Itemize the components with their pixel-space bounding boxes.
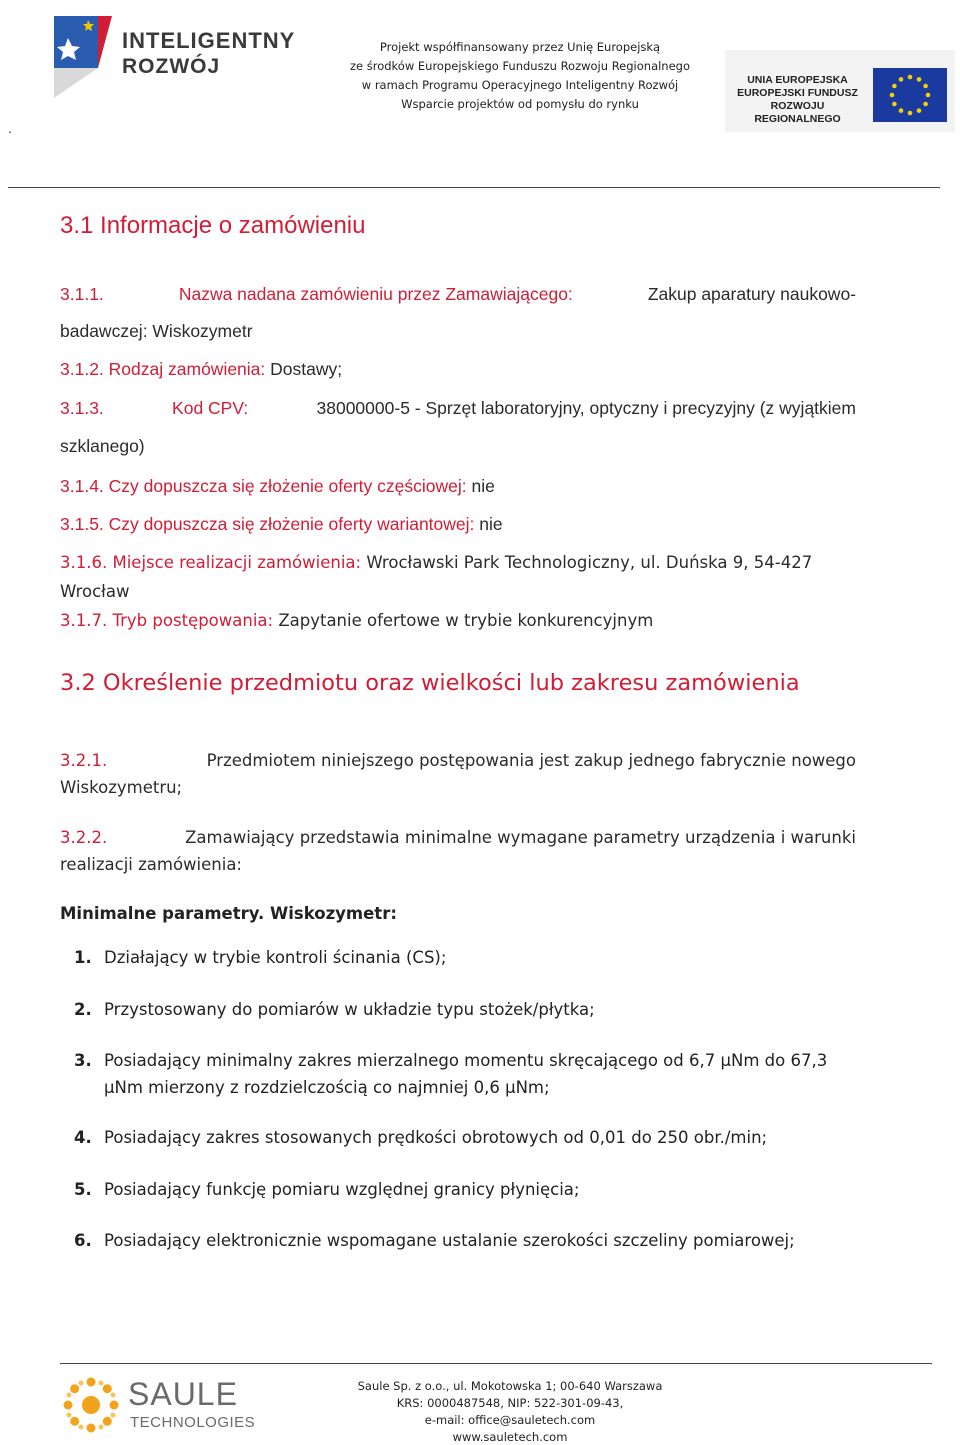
param-number: 4. xyxy=(74,1128,92,1147)
item-value: Wrocławski Park Technologiczny, ul. Duńska 9, 54-427 xyxy=(366,553,813,572)
company-website: www.sauletech.com xyxy=(452,1430,568,1444)
param-number: 1. xyxy=(74,948,92,967)
project-line: Projekt współfinansowany przez Unię Europejską xyxy=(379,40,661,54)
item-3-1-1 xyxy=(60,283,856,305)
item-3-1-6 xyxy=(60,552,856,574)
param-number: 6. xyxy=(74,1231,92,1250)
item-3-1-3 xyxy=(60,397,856,419)
item-text: Przedmiotem niniejszego postępowania jest zakup jednego fabrycznie nowego xyxy=(206,751,856,770)
params-heading: Minimalne parametry. Wiskozymetr: xyxy=(60,904,397,923)
item-3-1-7 xyxy=(60,610,856,632)
param-text: Działający w trybie kontroli ścinania (CS); xyxy=(104,948,447,967)
item-value: nie xyxy=(471,476,495,496)
footer-divider xyxy=(60,1363,932,1364)
item-3-1-2 xyxy=(60,358,856,380)
item-text: Zamawiający przedstawia minimalne wymagane parametry urządzenia i warunki xyxy=(185,828,856,847)
item-3-1-5 xyxy=(60,513,856,535)
param-text: Przystosowany do pomiarów w układzie typu stożek/płytka; xyxy=(104,1000,595,1019)
inteligentny-rozwoj-wordmark xyxy=(122,28,295,80)
item-number: 3.2.2. xyxy=(60,828,108,847)
company-line: Saule Sp. z o.o., ul. Mokotowska 1; 00-640 Warszawa xyxy=(357,1379,663,1393)
project-line: Wsparcie projektów od pomysłu do rynku xyxy=(401,97,639,111)
item-3-2-2 xyxy=(60,827,856,849)
item-label: Czy dopuszcza się złożenie oferty częściowej: xyxy=(108,476,467,496)
item-3-1-4 xyxy=(60,475,856,497)
eu-logo-text xyxy=(735,74,860,126)
eu-line: ROZWOJU REGIONALNEGO xyxy=(754,100,841,125)
item-value: Dostawy; xyxy=(270,359,343,379)
section-title-3-2: 3.2 Określenie przedmiotu oraz wielkości lub zakresu zamówienia xyxy=(60,670,800,696)
item-value: 38000000-5 - Sprzęt laboratoryjny, optyczny i precyzyjny (z wyjątkiem xyxy=(316,398,856,418)
item-label: Tryb postępowania: xyxy=(112,611,274,630)
eu-flag-icon xyxy=(873,68,947,122)
item-3-2-1 xyxy=(60,750,856,772)
eu-line: EUROPEJSKI FUNDUSZ xyxy=(737,87,858,99)
item-3-1-3-cont: szklanego) xyxy=(60,436,145,456)
company-line: KRS: 0000487548, NIP: 522-301-09-43, xyxy=(396,1396,624,1410)
item-label: Czy dopuszcza się złożenie oferty wariantowej: xyxy=(108,514,475,534)
param-text: Posiadający funkcję pomiaru względnej granicy płynięcia; xyxy=(104,1180,580,1199)
item-number: 3.1.7. xyxy=(60,611,108,630)
saule-technologies-logo xyxy=(60,1374,256,1438)
param-text: Posiadający elektronicznie wspomagane ustalanie szerokości szczeliny pomiarowej; xyxy=(104,1231,795,1250)
project-line: w ramach Programu Operacyjnego Inteligentny Rozwój xyxy=(361,78,679,92)
item-number: 3.1.5. xyxy=(60,514,104,534)
item-label: Nazwa nadana zamówieniu przez Zamawiającego: xyxy=(178,284,573,304)
header-divider xyxy=(8,187,940,188)
item-number: 3.1.6. xyxy=(60,553,108,572)
project-funding-info xyxy=(330,38,710,114)
item-number: 3.2.1. xyxy=(60,751,108,770)
company-info xyxy=(330,1378,690,1445)
item-label: Kod CPV: xyxy=(172,398,249,418)
logo-line-1: INTELIGENTNY xyxy=(122,28,296,53)
item-label: Miejsce realizacji zamówienia: xyxy=(112,553,362,572)
item-number: 3.1.1. xyxy=(60,284,104,304)
eu-logo xyxy=(725,50,955,132)
param-text: µNm mierzony z rozdzielczością co najmniej 0,6 µNm; xyxy=(104,1078,550,1097)
saule-subtitle: TECHNOLOGIES xyxy=(130,1414,256,1431)
item-3-2-1-cont: Wiskozymetru; xyxy=(60,778,183,797)
item-3-1-1-cont: badawczej: Wiskozymetr xyxy=(60,321,253,341)
param-text: Posiadający zakres stosowanych prędkości obrotowych od 0,01 do 250 obr./min; xyxy=(104,1128,768,1147)
param-number: 5. xyxy=(74,1180,92,1199)
saule-name: SAULE xyxy=(128,1376,238,1412)
logo-line-2: ROZWÓJ xyxy=(122,55,221,78)
param-text: Posiadający minimalny zakres mierzalnego momentu skręcającego od 6,7 µNm do 67,3 xyxy=(104,1051,828,1070)
eu-line: UNIA EUROPEJSKA xyxy=(747,74,848,86)
item-3-2-2-cont: realizacji zamówienia: xyxy=(60,855,242,874)
item-number: 3.1.3. xyxy=(60,398,104,418)
item-value: Zapytanie ofertowe w trybie konkurencyjnym xyxy=(278,611,654,630)
item-number: 3.1.2. xyxy=(60,359,104,379)
company-email: e-mail: office@sauletech.com xyxy=(424,1413,596,1427)
page-mark: . xyxy=(8,120,12,136)
param-number: 2. xyxy=(74,1000,92,1019)
section-title-3-1: 3.1 Informacje o zamówieniu xyxy=(60,212,366,239)
param-number: 3. xyxy=(74,1051,92,1070)
item-3-1-6-cont: Wrocław xyxy=(60,582,130,601)
inteligentny-rozwoj-logo xyxy=(50,12,296,98)
inteligentny-rozwoj-emblem-icon xyxy=(50,12,120,98)
project-line: ze środków Europejskiego Funduszu Rozwoju Regionalnego xyxy=(349,59,691,73)
item-value: Zakup aparatury naukowo- xyxy=(647,284,856,304)
item-value: nie xyxy=(479,514,503,534)
item-number: 3.1.4. xyxy=(60,476,104,496)
saule-sun-icon xyxy=(60,1374,122,1436)
item-label: Rodzaj zamówienia: xyxy=(108,359,266,379)
